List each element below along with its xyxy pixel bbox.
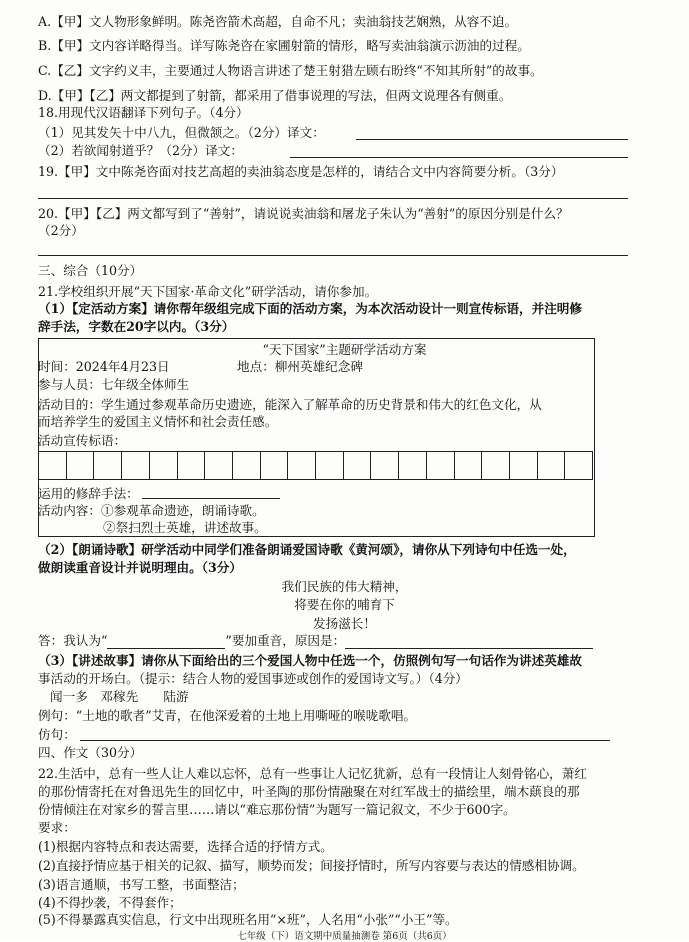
- page-footer: 七年级（下）语文期中质量抽测卷 第6页（共6页）: [237, 931, 452, 942]
- q22-line-1: 22.生活中，总有一些人让人难以忘怀，总有一些事让人记忆犹新，总有一段情让人刻骨铭心，萧红: [38, 766, 587, 781]
- q18-title: 18.用现代汉语翻译下列句子。（4分）: [38, 105, 249, 120]
- plan-place: 地点：柳州英雄纪念碑: [237, 359, 363, 374]
- grid-cell[interactable]: [233, 451, 261, 480]
- q21-part1-line2: 辞手法，字数在20字以内。（3分）: [38, 319, 235, 334]
- answer-prefix: 答：我认为“: [38, 633, 108, 648]
- option-a: A.【甲】文人物形象鲜明。陈尧咨箭术高超，自命不凡；卖油翁技艺娴熟，从容不迫。: [38, 14, 518, 29]
- plan-slogan-label: 活动宣传标语：: [38, 433, 127, 448]
- q18-sentence-1: （1）见其发矢十中八九，但微颔之。（2分）译文：: [38, 125, 325, 140]
- q21-intro: 21.学校组织开展“天下国家·革命文化”研学活动，请你参加。: [38, 284, 378, 299]
- answer-line: [290, 157, 628, 158]
- imitate-label: 仿句：: [38, 727, 76, 742]
- grid-cell[interactable]: [38, 451, 67, 480]
- grid-cell[interactable]: [510, 451, 538, 480]
- answer-line: [38, 198, 628, 199]
- option-d: D.【甲】【乙】两文都提到了射箭，都采用了借事说理的写法，但两文说理各有侧重。: [38, 88, 512, 103]
- grid-cell[interactable]: [482, 451, 510, 480]
- grid-cell[interactable]: [344, 451, 372, 480]
- q21-part3-line2: 事活动的开场白。（提示：结合人物的爱国事迹或创作的爱国诗文写。）（4分）: [38, 671, 468, 686]
- q21-part2-line1: （2）【朗诵诗歌】研学活动中同学们准备朗诵爱国诗歌《黄河颂》，请你从下列诗句中任选一处，: [38, 542, 576, 557]
- answer-middle: ”要加重音，原因是：: [225, 633, 346, 648]
- poem-line-2: 将要在你的哺育下: [294, 597, 395, 612]
- plan-content-1: 活动内容：①参观革命遗迹，朗诵诗歌。: [38, 503, 265, 518]
- grid-cell[interactable]: [427, 451, 455, 480]
- q20-line-2: （2分）: [38, 223, 84, 238]
- grid-cell[interactable]: [538, 451, 566, 480]
- grid-cell[interactable]: [288, 451, 316, 480]
- poem-line-3: 发扬滋长！: [313, 616, 376, 631]
- plan-rhetoric-label: 运用的修辞手法：: [38, 486, 139, 501]
- option-b: B.【甲】文内容详略得当。详写陈尧咨在家圃射箭的情形，略写卖油翁演示沥油的过程。: [38, 38, 530, 53]
- grid-cell[interactable]: [316, 451, 344, 480]
- option-c: C.【乙】文字约义丰，主要通过人物语言讲述了楚王射猎左顾右盼终“不知其所射”的故事。: [38, 63, 543, 78]
- grid-cell[interactable]: [205, 451, 233, 480]
- q19: 19.【甲】文中陈尧咨面对技艺高超的卖油翁态度是怎样的，请结合文中内容简要分析。（3分）: [38, 164, 564, 179]
- poem-line-1: 我们民族的伟大精神，: [281, 579, 408, 594]
- grid-cell[interactable]: [565, 451, 593, 480]
- q21-part1-line1: （1）【定活动方案】请你帮年级组完成下面的活动方案，为本次活动设计一则宣传标语，并注明修: [38, 301, 582, 316]
- q21-part2-line2: 做朗读重音设计并说明理由。（3分）: [38, 560, 242, 575]
- q21-answer-line: [38, 632, 663, 649]
- section-3-heading: 三、综合（10分）: [38, 263, 143, 278]
- example-sentence: 例句：“土地的歌者”艾青，在他深爱着的土地上用嘶哑的喉咙歌唱。: [38, 708, 417, 723]
- plan-purpose-2: 而培养学生的爱国主义情怀和社会责任感。: [38, 414, 278, 429]
- reason-blank[interactable]: [345, 634, 593, 649]
- grid-cell[interactable]: [371, 451, 399, 480]
- requirement-1: (1)根据内容特点和表达需要，选择合适的抒情方式。: [38, 839, 333, 854]
- patriot-names: 闻一多 邓稼先 陆游: [50, 689, 189, 704]
- requirement-5: (5)不得暴露真实信息，行文中出现班名用“×班”，人名用“小张”“小王”等。: [38, 912, 458, 927]
- answer-line: [142, 498, 280, 499]
- plan-content-2: ②祭扫烈士英雄，讲述故事。: [103, 520, 267, 535]
- grid-cell[interactable]: [150, 451, 178, 480]
- requirements-label: 要求：: [38, 820, 76, 835]
- q18-sentence-2: （2）若欲闻射道乎？（2分）译文：: [38, 143, 243, 158]
- grid-cell[interactable]: [261, 451, 289, 480]
- answer-line: [38, 255, 628, 256]
- answer-line: [80, 740, 610, 741]
- grid-cell[interactable]: [122, 451, 150, 480]
- plan-purpose-1: 活动目的：学生通过参观革命历史遗迹，能深入了解革命的历史背景和伟大的红色文化，从: [38, 397, 542, 412]
- grid-cell[interactable]: [455, 451, 483, 480]
- stress-blank[interactable]: [107, 634, 225, 649]
- q21-part3-line1: （3）【讲述故事】请你从下面给出的三个爱国人物中任选一个，仿照例句写一句话作为讲述英雄故: [38, 653, 582, 668]
- slogan-writing-grid[interactable]: [38, 451, 593, 480]
- grid-cell[interactable]: [178, 451, 206, 480]
- section-4-heading: 四、作文（30分）: [38, 745, 143, 760]
- requirement-2: (2)直接抒情应基于相关的记叙、描写，顺势而发；间接抒情时，所写内容要与表达的情感相协调。: [38, 858, 585, 873]
- requirement-3: (3)语言通顺，书写工整，书面整洁；: [38, 877, 245, 892]
- requirement-4: (4)不得抄袭，不得套作；: [38, 895, 182, 910]
- plan-title: “天下国家”主题研学活动方案: [262, 342, 427, 357]
- q22-line-2: 的那份情寄托在对鲁迅先生的回忆中，叶圣陶的那份情融聚在对红军战士的描绘里，端木蕻良的那: [38, 784, 580, 799]
- plan-people: 参与人员：七年级全体师生: [38, 377, 190, 392]
- grid-cell[interactable]: [94, 451, 122, 480]
- plan-time: 时间：2024年4月23日: [38, 359, 170, 374]
- grid-cell[interactable]: [399, 451, 427, 480]
- grid-cell[interactable]: [67, 451, 95, 480]
- q20-line-1: 20.【甲】【乙】两文都写到了“善射”，请说说卖油翁和屠龙子朱认为“善射”的原因分别是什么？: [38, 206, 569, 221]
- answer-line: [356, 139, 628, 140]
- q22-line-3: 份情倾注在对家乡的誓言里……请以“难忘那份情”为题写一篇记叙文，不少于600字。: [38, 802, 516, 817]
